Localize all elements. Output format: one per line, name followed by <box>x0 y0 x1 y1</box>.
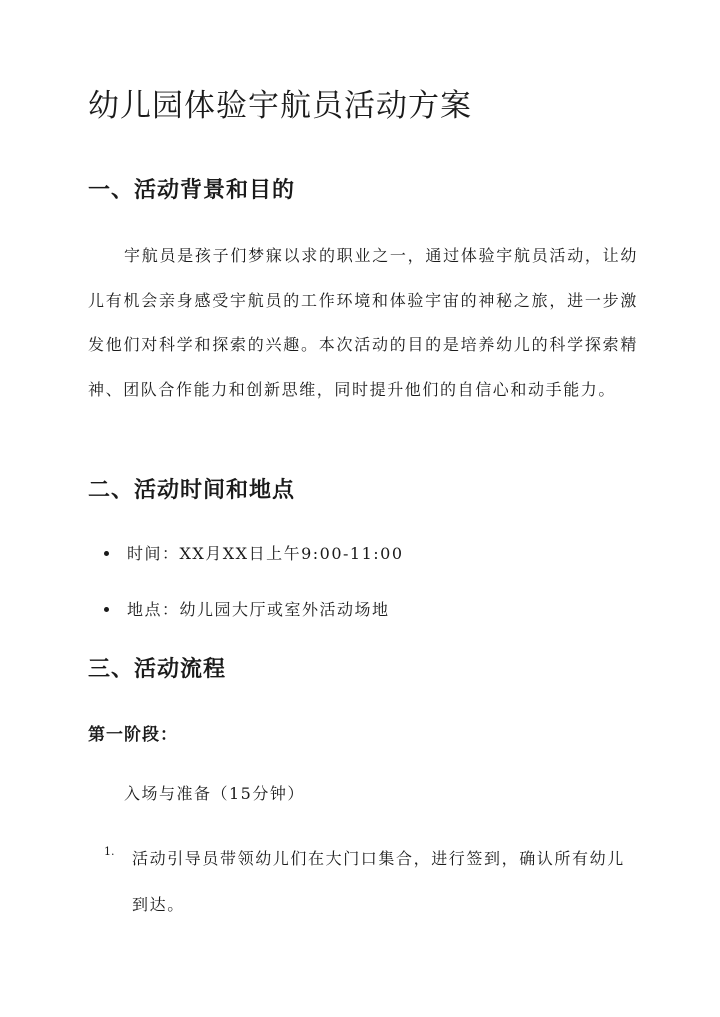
bullet-item-location <box>104 598 390 622</box>
stage-subtitle: 入场与准备（15分钟） <box>124 784 305 803</box>
list-item-text: 活动引导员带领幼儿们在大门口集合，进行签到，确认所有幼儿到达。 <box>132 849 625 914</box>
stage-title: 第一阶段： <box>88 725 178 745</box>
section-heading-background: 一、活动背景和目的 <box>88 177 296 203</box>
document-title: 幼儿园体验宇航员活动方案 <box>88 88 472 124</box>
bullet-text-time: 时间：XX月XX日上午9:00-11:00 <box>127 544 404 563</box>
bullet-icon <box>104 607 109 612</box>
bullet-item-time <box>104 542 404 566</box>
section-heading-process: 三、活动流程 <box>88 656 227 682</box>
bullet-text-location: 地点：幼儿园大厅或室外活动场地 <box>127 600 390 619</box>
bullet-icon <box>104 551 109 556</box>
section-heading-time-location: 二、活动时间和地点 <box>88 477 296 503</box>
list-item-number: 1. <box>104 845 115 858</box>
background-paragraph: 宇航员是孩子们梦寐以求的职业之一，通过体验宇航员活动，让幼儿有机会亲身感受宇航员的工作环境和体验宇宙的神秘之旅，进一步激发他们对科学和探索的兴趣。本次活动的目的是培养幼儿的科学探索精神、团队合作能力和创新思维，同时提升他们的自信心和动手能力。 <box>88 246 638 399</box>
